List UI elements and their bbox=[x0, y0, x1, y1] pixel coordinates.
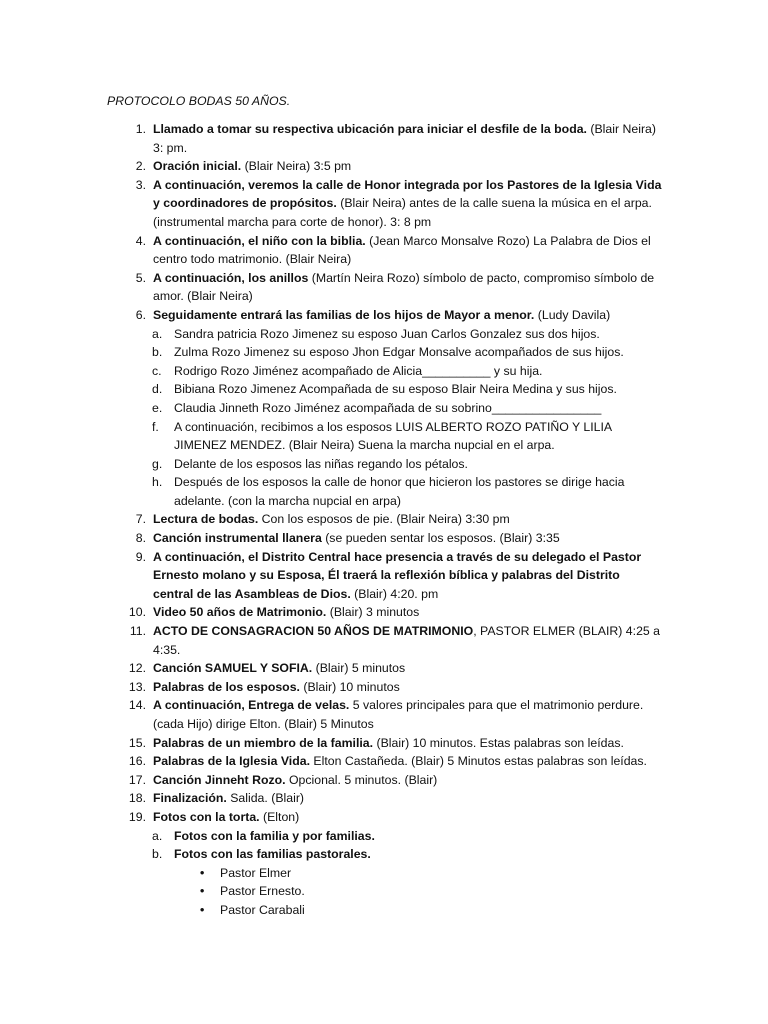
item-number: 4. bbox=[135, 233, 146, 248]
list-item bbox=[108, 157, 663, 176]
item-text: (Ludy Davila) bbox=[534, 307, 611, 322]
item-heading: Canción SAMUEL Y SOFIA. bbox=[153, 661, 313, 676]
item-text: (Blair) 10 minutos. Estas palabras son leídas. bbox=[373, 735, 624, 750]
sub-item-letter: f. bbox=[152, 419, 159, 434]
item-heading: Canción Jinneht Rozo. bbox=[153, 772, 286, 787]
item-number: 12. bbox=[128, 661, 146, 676]
item-text: Salida. (Blair) bbox=[226, 791, 305, 806]
list-item bbox=[108, 306, 663, 325]
sub-item-letter: b. bbox=[152, 847, 163, 862]
item-text: (Elton) bbox=[259, 809, 300, 824]
sub-list-item bbox=[108, 380, 663, 399]
sub-list-item bbox=[108, 399, 663, 418]
bullet-icon: • bbox=[200, 902, 205, 917]
sub-list-item bbox=[108, 845, 663, 864]
sub-item-text: Claudia Jinneth Rozo Jiménez acompañada de su sobrino________________ bbox=[174, 400, 602, 415]
item-number: 3. bbox=[135, 177, 146, 192]
sub-list-item bbox=[108, 455, 663, 474]
item-number: 9. bbox=[135, 549, 146, 564]
item-number: 2. bbox=[135, 159, 146, 174]
item-text: (Blair) 10 minutos bbox=[299, 679, 400, 694]
item-heading: Canción instrumental llanera bbox=[153, 531, 322, 546]
list-item bbox=[108, 696, 663, 733]
sub-item-heading: Fotos con la familia y por familias. bbox=[174, 828, 375, 843]
list-item bbox=[108, 734, 663, 753]
item-text: (Blair Neira) antes de la calle suena la música en el arpa. (instrumental marcha para corte de honor). 3: 8 pm bbox=[153, 196, 652, 229]
item-text: (Blair Neira) 3: pm. bbox=[153, 122, 656, 155]
item-heading: Lectura de bodas. bbox=[153, 512, 259, 527]
bullet-text: Pastor Elmer bbox=[220, 865, 292, 880]
sub-item-letter: d. bbox=[152, 382, 163, 397]
sub-item-letter: g. bbox=[152, 456, 163, 471]
item-heading: Palabras de un miembro de la familia. bbox=[153, 735, 374, 750]
sub-item-letter: a. bbox=[152, 828, 163, 843]
sub-list-item bbox=[108, 343, 663, 362]
item-heading: Palabras de los esposos. bbox=[153, 679, 300, 694]
sub-list-item bbox=[108, 473, 663, 510]
sub-item-letter: e. bbox=[152, 400, 163, 415]
item-heading: Oración inicial. bbox=[153, 159, 242, 174]
item-text: (Martín Neira Rozo) símbolo de pacto, compromiso símbolo de amor. (Blair Neira) bbox=[153, 270, 655, 304]
sub-list-item bbox=[108, 827, 663, 846]
sub-item-text: Sandra patricia Rozo Jimenez su esposo Juan Carlos Gonzalez sus dos hijos. bbox=[174, 326, 600, 341]
list-item bbox=[108, 232, 663, 269]
list-item bbox=[108, 771, 663, 790]
item-heading: A continuación, el Distrito Central hace presencia a través de su delegado el Pastor Ernesto molano y su Esposa, Él traerá la reflexión bíblica y palabras del Distrito central de las Asambleas de Dios. bbox=[153, 549, 642, 601]
sub-item-heading: Fotos con las familias pastorales. bbox=[174, 847, 371, 862]
item-heading: A continuación, los anillos bbox=[153, 270, 309, 285]
item-heading: Seguidamente entrará las familias de los hijos de Mayor a menor. bbox=[153, 307, 535, 322]
bullet-text: Pastor Ernesto. bbox=[220, 884, 305, 899]
sub-list-item bbox=[108, 418, 663, 455]
item-number: 11. bbox=[129, 624, 146, 639]
item-text: (se pueden sentar los esposos. (Blair) 3:35 bbox=[321, 531, 560, 546]
item-number: 13. bbox=[128, 679, 146, 694]
bullet-icon: • bbox=[200, 884, 205, 899]
item-number: 15. bbox=[128, 735, 146, 750]
sub-item-letter: h. bbox=[152, 475, 163, 490]
sub-item-text: Rodrigo Rozo Jiménez acompañado de Alicia__________ y su hija. bbox=[174, 363, 543, 378]
list-item bbox=[108, 269, 663, 306]
item-text: Elton Castañeda. (Blair) 5 Minutos estas palabras son leídas. bbox=[309, 754, 647, 769]
list-item bbox=[108, 510, 663, 529]
item-heading: A continuación, Entrega de velas. bbox=[153, 698, 350, 713]
bullet-item bbox=[108, 864, 663, 883]
sub-item-text: A continuación, recibimos a los esposos LUIS ALBERTO ROZO PATIÑO Y LILIA JIMENEZ MENDEZ. (Blair Neira) Suena la marcha nupcial en el arpa. bbox=[174, 419, 612, 453]
item-heading: Video 50 años de Matrimonio. bbox=[153, 605, 327, 620]
item-text: 5 valores principales para que el matrimonio perdure. (cada Hijo) dirige Elton. (Blair) 5 Minutos bbox=[153, 698, 644, 731]
item-text: (Blair) 5 minutos bbox=[312, 661, 406, 676]
item-number: 5. bbox=[135, 270, 146, 285]
list-item bbox=[108, 603, 663, 622]
item-text: (Blair) 3 minutos bbox=[326, 605, 420, 620]
sub-item-letter: b. bbox=[152, 345, 163, 360]
bullet-item bbox=[108, 901, 663, 920]
item-text: Opcional. 5 minutos. (Blair) bbox=[285, 772, 438, 787]
item-heading: Palabras de la Iglesia Vida. bbox=[153, 754, 310, 769]
list-item bbox=[108, 808, 663, 827]
sub-list-item bbox=[108, 325, 663, 344]
item-heading: A continuación, veremos la calle de Honor integrada por los Pastores de la Iglesia Vida y coordinadores de propósitos. bbox=[153, 177, 662, 211]
sub-item-text: Después de los esposos la calle de honor que hicieron los pastores se dirige hacia adelante. (con la marcha nupcial en arpa) bbox=[174, 475, 625, 508]
list-item bbox=[108, 120, 663, 157]
item-number: 18. bbox=[128, 791, 146, 806]
sub-item-text: Delante de los esposos las niñas regando los pétalos. bbox=[174, 456, 468, 471]
item-heading: Llamado a tomar su respectiva ubicación para iniciar el desfile de la boda. bbox=[153, 122, 587, 136]
list-item bbox=[108, 789, 663, 808]
list-item bbox=[108, 529, 663, 548]
list-item bbox=[108, 678, 663, 697]
sub-list-item bbox=[108, 362, 663, 381]
item-number: 1. bbox=[135, 122, 146, 136]
item-heading: A continuación, el niño con la biblia. bbox=[153, 233, 366, 248]
bullet-text: Pastor Carabali bbox=[220, 902, 305, 917]
item-heading: Fotos con la torta. bbox=[153, 809, 260, 824]
sub-item-letter: a. bbox=[152, 326, 163, 341]
list-item bbox=[108, 659, 663, 678]
item-heading: Finalización. bbox=[153, 791, 227, 806]
bullet-item bbox=[108, 882, 663, 901]
item-number: 16. bbox=[128, 754, 146, 769]
item-text: Con los esposos de pie. (Blair Neira) 3:30 pm bbox=[258, 512, 510, 527]
list-item bbox=[108, 622, 663, 659]
list-item bbox=[108, 176, 663, 232]
item-text: , PASTOR ELMER (BLAIR) 4:25 a 4:35. bbox=[153, 624, 660, 657]
item-number: 17. bbox=[128, 772, 146, 787]
item-text: (Jean Marco Monsalve Rozo) La Palabra de Dios el centro todo matrimonio. (Blair Neira) bbox=[153, 233, 651, 267]
item-number: 8. bbox=[135, 531, 146, 546]
item-number: 19. bbox=[128, 809, 146, 824]
item-number: 6. bbox=[135, 307, 146, 322]
item-number: 10. bbox=[128, 605, 146, 620]
document-title: PROTOCOLO BODAS 50 AÑOS. bbox=[107, 94, 291, 108]
sub-item-text: Zulma Rozo Jimenez su esposo Jhon Edgar Monsalve acompañados de sus hijos. bbox=[174, 345, 624, 360]
protocol-list bbox=[108, 120, 663, 920]
sub-item-letter: c. bbox=[152, 363, 162, 378]
bullet-icon: • bbox=[200, 865, 205, 880]
item-text: (Blair) 4:20. pm bbox=[350, 586, 439, 601]
item-number: 14. bbox=[128, 698, 146, 713]
list-item bbox=[108, 548, 663, 604]
sub-item-text: Bibiana Rozo Jimenez Acompañada de su esposo Blair Neira Medina y sus hijos. bbox=[174, 382, 617, 397]
list-item bbox=[108, 752, 663, 771]
item-text: (Blair Neira) 3:5 pm bbox=[241, 159, 352, 174]
item-heading: ACTO DE CONSAGRACION 50 AÑOS DE MATRIMONIO bbox=[153, 624, 474, 639]
item-number: 7. bbox=[135, 512, 146, 527]
